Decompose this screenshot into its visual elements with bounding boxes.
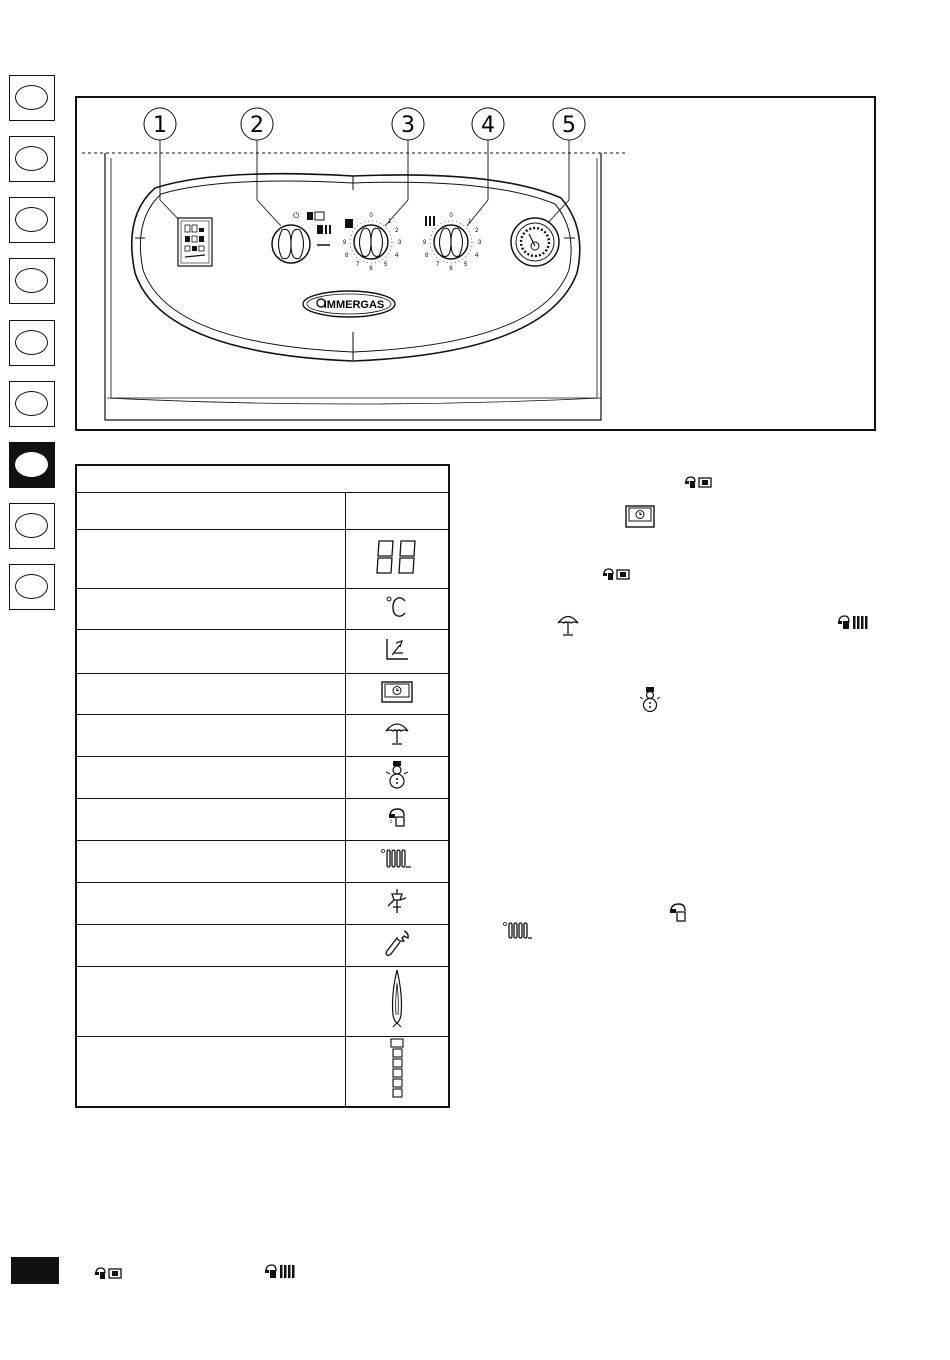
table-row (76, 967, 449, 1037)
svg-text:1: 1 (468, 219, 472, 225)
svg-text:2: 2 (250, 113, 264, 138)
dhw-heating-icon (265, 1263, 299, 1279)
svg-text:9: 9 (343, 240, 347, 246)
power-level-bar-icon (389, 1038, 405, 1100)
maintenance-wrench-icon (383, 929, 411, 957)
svg-text:4: 4 (475, 253, 479, 259)
svg-text:2: 2 (475, 228, 479, 234)
language-tab-5[interactable] (9, 320, 55, 366)
svg-text:IMMERGAS: IMMERGAS (323, 299, 385, 311)
dhw-heating-icon (838, 614, 870, 630)
control-panel-figure (75, 96, 876, 431)
chrono-thermostat-icon (381, 680, 413, 704)
table-row (76, 589, 449, 630)
table-header-row (76, 493, 449, 530)
dhw-icon (685, 475, 715, 489)
svg-text:1: 1 (388, 219, 392, 225)
svg-text:9: 9 (423, 240, 427, 246)
svg-text:8: 8 (425, 253, 429, 259)
table-row (76, 841, 449, 883)
table-row (76, 799, 449, 841)
system-pressure-icon (385, 888, 409, 914)
language-tab-4[interactable] (9, 258, 55, 304)
domestic-hot-water-tap-icon (668, 901, 688, 923)
winter-snowman-icon (386, 760, 408, 790)
svg-text:3: 3 (398, 240, 402, 246)
svg-text:5: 5 (384, 262, 388, 268)
table-row (76, 925, 449, 967)
language-tab-3[interactable] (9, 197, 55, 243)
domestic-hot-water-tap-icon (387, 806, 407, 828)
svg-text:7: 7 (436, 262, 440, 268)
page-number-box (11, 1257, 59, 1284)
svg-text:6: 6 (449, 266, 453, 272)
table-row (76, 674, 449, 715)
table-row (76, 1037, 449, 1107)
flame-icon (389, 969, 405, 1029)
language-tab-1[interactable] (9, 75, 55, 121)
brand-logo (303, 291, 395, 317)
language-tab-6[interactable] (9, 381, 55, 427)
language-tab-2[interactable] (9, 136, 55, 182)
svg-text:0: 0 (449, 213, 453, 219)
svg-text:8: 8 (345, 253, 349, 259)
heating-radiator-icon (381, 848, 413, 870)
degrees-celsius-icon (385, 595, 409, 619)
summer-umbrella-icon (556, 612, 580, 638)
table-row (76, 630, 449, 674)
svg-text:5: 5 (464, 262, 468, 268)
table-row (76, 715, 449, 757)
heating-radiator-icon (503, 921, 533, 941)
symbol-legend-table (75, 464, 450, 1108)
svg-text:4: 4 (481, 113, 495, 138)
pressure-gauge (511, 218, 559, 266)
table-title-row (76, 465, 449, 493)
language-tab-8[interactable] (9, 503, 55, 549)
svg-text:0: 0 (369, 213, 373, 219)
table-row (76, 757, 449, 799)
winter-snowman-icon (640, 686, 660, 714)
svg-text:2: 2 (395, 228, 399, 234)
svg-text:4: 4 (395, 253, 399, 259)
svg-text:5: 5 (562, 113, 576, 138)
svg-text:3: 3 (478, 240, 482, 246)
dhw-icon (603, 567, 633, 581)
chrono-thermostat-icon (625, 505, 655, 529)
svg-text:7: 7 (356, 262, 360, 268)
language-tab-9[interactable] (9, 564, 55, 610)
svg-text:1: 1 (153, 113, 167, 138)
external-probe-icon (384, 637, 410, 661)
svg-text:3: 3 (401, 113, 415, 138)
panel-display (178, 218, 212, 266)
language-tab-7-active[interactable] (9, 442, 55, 488)
summer-umbrella-icon (384, 719, 410, 747)
table-row (76, 883, 449, 925)
svg-text:6: 6 (369, 266, 373, 272)
dhw-icon (95, 1266, 127, 1280)
seven-segment-display-icon (375, 539, 419, 575)
table-row (76, 530, 449, 589)
svg-text:⏻: ⏻ (293, 211, 300, 220)
